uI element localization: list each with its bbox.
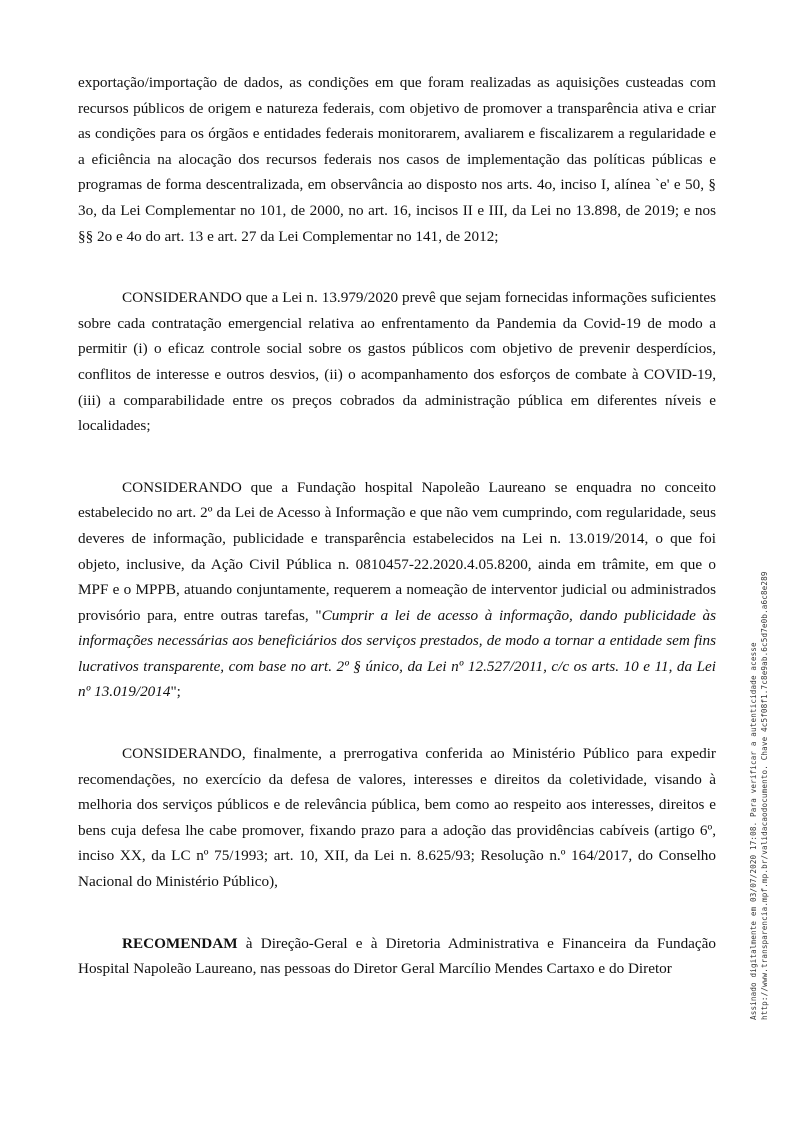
paragraph-gap [78,895,716,931]
paragraph-text: CONSIDERANDO que a Fundação hospital Napoleão Laureano se enquadra no conceito estabelecido no art. 2º da Lei de Acesso à Informação e que não vem cumprindo, com regularidade, seus deveres de informação, publicidade e transparência estabelecidos na Lei n. 13.019/2014, o que foi objeto, inclusive, da Ação Civil Pública n. 0810457-22.2020.4.05.8200, ainda em trâmite, em que o MPF e o MPPB, atuando conjuntamente, requerem a nomeação de interventor judicial ou administrados provisório para, entre outras tarefas, " [78,478,716,624]
paragraph-considerando-fundacao [78,475,716,705]
paragraph-end: "; [170,683,181,701]
document-body [78,70,716,982]
stamp-line-2: http://www.transparencia.mpf.mp.br/validacaodocumento. Chave 4c5f08f1.7c8e9ab.6c5d7e0b.a6c8e289 [760,571,769,1020]
paragraph-considerando-lei-13979: CONSIDERANDO que a Lei n. 13.979/2020 prevê que sejam fornecidas informações suficientes sobre cada contratação emergencial relativa ao enfrentamento da Pandemia da Covid-19 de modo a permitir (i) o eficaz controle social sobre os gastos públicos com objetivo de prevenir desperdícios, conflitos de interesse e outros desvios, (ii) o acompanhamento dos esforços de combate à COVID-19, (iii) a comparabilidade entre os preços cobrados da administração pública em diferentes níveis e localidades; [78,289,716,435]
paragraph-considerando-prerrogativa: CONSIDERANDO, finalmente, a prerrogativa conferida ao Ministério Público para expedir recomendações, no exercício da defesa de valores, interesses e direitos da coletividade, visando à melhoria dos serviços públicos e de relevância pública, bem como ao respeito aos interesses, direitos e bens cuja defesa lhe cabe promover, fixando prazo para a adoção das providências cabíveis (artigo 6º, inciso XX, da LC nº 75/1993; art. 10, XII, da Lei n. 8.625/93; Resolução n.º 164/2017, do Conselho Nacional do Ministério Público), [78,745,716,891]
paragraph-recomendam [78,931,716,982]
paragraph-gap [78,705,716,741]
digital-signature-stamp [748,400,792,1020]
paragraph-continuation: exportação/importação de dados, as condições em que foram realizadas as aquisições custeadas com recursos públicos de origem e natureza federais, com objetivo de promover a transparência ativa e criar as condições para os órgãos e entidades federais monitorarem, avaliarem e fiscalizarem a regularidade e a eficiência na alocação dos recursos federais nos casos de implementação das políticas públicas e programas de forma descentralizada, em observância ao disposto nos arts. 4o, inciso I, alínea `e' e 50, § 3o, da Lei Complementar no 101, de 2000, no art. 16, incisos II e III, da Lei no 13.898, de 2019; e nos §§ 2o e 4o do art. 13 e art. 27 da Lei Complementar no 141, de 2012; [78,74,716,245]
paragraph-gap [78,439,716,475]
quoted-text: Cumprir a lei de acesso à informação, dando publicidade às informações necessárias aos beneficiários dos serviços prestados, de modo a tornar a entidade sem fins lucrativos transparente, com base no art. 2º § único, da Lei nº 12.527/2011, c/c os arts. 10 e 11, da Lei nº 13.019/2014 [78,606,716,701]
paragraph-text: à Direção-Geral e à Diretoria Administrativa e Financeira da Fundação Hospital Napoleão Laureano, nas pessoas do Diretor Geral Marcílio Mendes Cartaxo e do Diretor [78,934,716,978]
paragraph-gap [78,249,716,285]
recomendam-heading: RECOMENDAM [122,934,238,952]
stamp-line-1: Assinado digitalmente em 03/07/2020 17:08. Para verificar a autenticidade acesse [749,642,758,1020]
